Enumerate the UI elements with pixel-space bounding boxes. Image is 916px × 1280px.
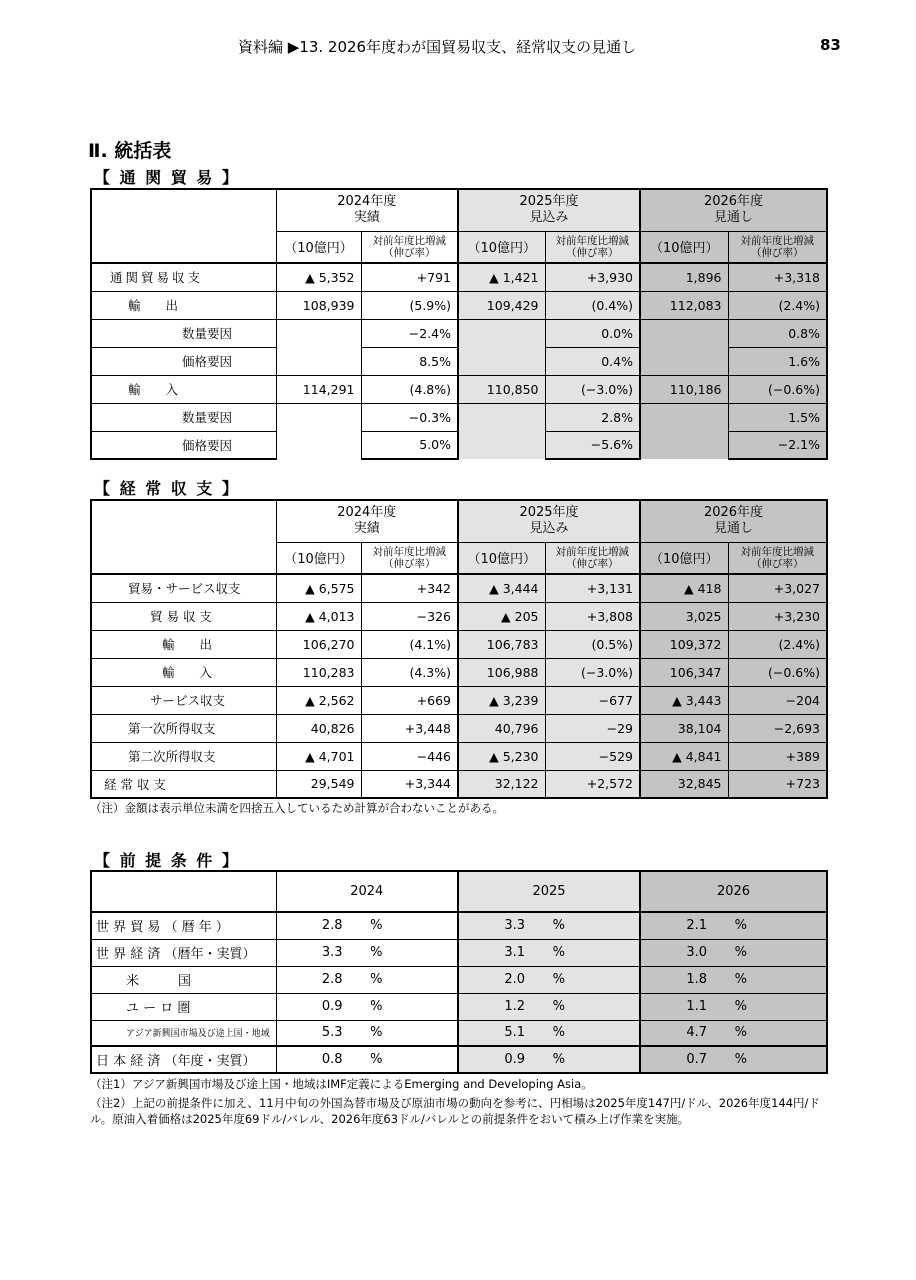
premise-value: 2.0 (504, 972, 525, 987)
premise-cell (640, 939, 827, 966)
percent-unit: % (734, 999, 747, 1014)
cell-value: (4.1%) (361, 630, 458, 658)
percent-unit: % (370, 945, 383, 960)
change-label-sub: （伸び率） (383, 246, 436, 259)
premise-cell (458, 966, 640, 993)
cell-value: 38,104 (640, 714, 728, 742)
cell-value (640, 431, 728, 459)
current-row (91, 686, 827, 714)
trade-row (91, 291, 827, 319)
premise-note-2: （注2）上記の前提条件に加え、11月中旬の外国為替市場及び原油市場の動向を参考に、円相場は2025年度147円/ドル、2026年度144円/ドル。原油入着価格は2025年度69ドル/バレル、2026年度63ドル/バレルとの前提条件をおいて積み上げ作業を実施。 (90, 1096, 820, 1126)
cell-value: (4.3%) (361, 658, 458, 686)
cell-value: +342 (361, 574, 458, 602)
year-sub: 実績 (353, 210, 380, 226)
year-label: 2026年度 (703, 505, 764, 521)
cell-value: 109,429 (458, 291, 545, 319)
cell-value: +3,448 (361, 714, 458, 742)
cell-value: 0.4% (545, 347, 640, 375)
unit-label: （10億円） (640, 231, 728, 263)
premise-cell (640, 1046, 827, 1073)
cell-value: ▲ 3,239 (458, 686, 545, 714)
cell-value: 110,186 (640, 375, 728, 403)
premise-cell (640, 993, 827, 1020)
trade-row (91, 403, 827, 431)
row-label: アジア新興国市場及び途上国・地域 (91, 1020, 276, 1046)
change-label-sub: （伸び率） (566, 557, 619, 570)
cell-value: +2,572 (545, 770, 640, 798)
premise-value: 3.3 (321, 945, 343, 960)
current-row (91, 714, 827, 742)
current-col-2025 (458, 500, 640, 542)
cell-value: 29,549 (276, 770, 361, 798)
premise-row (91, 939, 827, 966)
cell-value: ▲ 4,841 (640, 742, 728, 770)
cell-value: 40,826 (276, 714, 361, 742)
cell-value: 1.5% (728, 403, 827, 431)
unit-label: （10億円） (276, 231, 361, 263)
cell-value: 112,083 (640, 291, 728, 319)
cell-value: ▲ 5,230 (458, 742, 545, 770)
cell-value: ▲ 4,701 (276, 742, 361, 770)
year-sub: 見通し (713, 210, 753, 226)
change-label (361, 231, 458, 263)
cell-value: ▲ 3,444 (458, 574, 545, 602)
cell-value: 106,270 (276, 630, 361, 658)
percent-unit: % (734, 945, 747, 960)
premise-value: 0.9 (504, 1052, 525, 1067)
cell-value: ▲ 4,013 (276, 602, 361, 630)
change-label-text: 対前年度比増減 (372, 545, 446, 558)
premise-value: 0.7 (686, 1052, 707, 1067)
row-label: 輸 出 (91, 630, 276, 658)
current-row (91, 658, 827, 686)
page-header (0, 36, 916, 56)
cell-value: 106,988 (458, 658, 545, 686)
cell-value: ▲ 1,421 (458, 263, 545, 291)
change-label (361, 542, 458, 574)
cell-value: 2.8% (545, 403, 640, 431)
cell-value (276, 319, 361, 347)
cell-value: 8.5% (361, 347, 458, 375)
percent-unit: % (552, 918, 565, 934)
premise-row (91, 966, 827, 993)
trade-col-2025 (458, 189, 640, 231)
year-sub: 見込み (529, 210, 569, 226)
row-label: 輸 入 (91, 375, 276, 403)
row-label: 価格要因 (91, 347, 276, 375)
premise-year: 2025 (458, 871, 640, 912)
cell-value: −2,693 (728, 714, 827, 742)
current-row (91, 630, 827, 658)
cell-value: 106,347 (640, 658, 728, 686)
current-row (91, 742, 827, 770)
change-label (545, 231, 640, 263)
row-label: 通関貿易収支 (91, 263, 276, 291)
change-label-text: 対前年度比増減 (555, 234, 629, 247)
row-label: 価格要因 (91, 431, 276, 459)
percent-unit: % (734, 1025, 747, 1041)
cell-value: (2.4%) (728, 291, 827, 319)
premise-row (91, 993, 827, 1020)
cell-value (276, 431, 361, 459)
cell-value: (−0.6%) (728, 658, 827, 686)
cell-value: 32,845 (640, 770, 728, 798)
year-label: 2025年度 (519, 505, 579, 521)
cell-value: 109,372 (640, 630, 728, 658)
cell-value: +3,027 (728, 574, 827, 602)
premise-cell (276, 939, 458, 966)
cell-value: 0.8% (728, 319, 827, 347)
trade-table (90, 188, 828, 460)
year-label: 2025年度 (519, 194, 579, 210)
percent-unit: % (370, 1052, 383, 1067)
trade-row (91, 319, 827, 347)
change-label-sub: （伸び率） (566, 246, 619, 259)
premise-corner (91, 871, 276, 912)
cell-value (640, 403, 728, 431)
cell-value: −2.4% (361, 319, 458, 347)
cell-value: +3,808 (545, 602, 640, 630)
cell-value: +3,230 (728, 602, 827, 630)
year-sub: 見込み (529, 521, 569, 537)
percent-unit: % (552, 972, 565, 987)
row-label: 数量要因 (91, 319, 276, 347)
change-label-text: 対前年度比増減 (555, 545, 629, 558)
cell-value: +389 (728, 742, 827, 770)
cell-value: −529 (545, 742, 640, 770)
percent-unit: % (552, 999, 565, 1014)
cell-value (458, 403, 545, 431)
premise-note-1: （注1）アジア新興国市場及び途上国・地域はIMF定義によるEmerging and Developing Asia。 (90, 1077, 593, 1091)
row-label: 貿易・サービス収支 (91, 574, 276, 602)
trade-col-2024 (276, 189, 458, 231)
cell-value (458, 347, 545, 375)
premise-cell (276, 1020, 458, 1046)
row-label: 米 国 (91, 966, 276, 993)
current-col-2026 (640, 500, 827, 542)
percent-unit: % (552, 1025, 565, 1041)
cell-value: −204 (728, 686, 827, 714)
cell-value: 110,283 (276, 658, 361, 686)
cell-value: 40,796 (458, 714, 545, 742)
premise-value: 3.1 (504, 945, 525, 960)
cell-value: 32,122 (458, 770, 545, 798)
cell-value: −677 (545, 686, 640, 714)
cell-value: (−3.0%) (545, 375, 640, 403)
current-row (91, 770, 827, 798)
percent-unit: % (370, 1025, 383, 1041)
current-note: （注）金額は表示単位未満を四捨五入しているため計算が合わないことがある。 (90, 801, 504, 815)
row-label: ユ ー ロ 圏 (91, 993, 276, 1020)
cell-value: +3,131 (545, 574, 640, 602)
header-title: 資料編 ▶13. 2026年度わが国貿易収支、経常収支の見通し (238, 38, 637, 56)
cell-value: −5.6% (545, 431, 640, 459)
year-sub: 実績 (353, 521, 380, 537)
unit-label: （10億円） (640, 542, 728, 574)
cell-value: (0.5%) (545, 630, 640, 658)
current-row (91, 602, 827, 630)
row-label: 数量要因 (91, 403, 276, 431)
trade-row (91, 375, 827, 403)
unit-label: （10億円） (276, 542, 361, 574)
premise-value: 5.1 (504, 1025, 525, 1041)
cell-value: (2.4%) (728, 630, 827, 658)
premise-value: 2.1 (686, 918, 707, 934)
current-corner (91, 500, 276, 574)
cell-value: 106,783 (458, 630, 545, 658)
row-label: 経 常 収 支 (91, 770, 276, 798)
cell-value: 1.6% (728, 347, 827, 375)
cell-value (640, 347, 728, 375)
percent-unit: % (552, 945, 565, 960)
change-label-sub: （伸び率） (383, 557, 436, 570)
percent-unit: % (734, 972, 747, 987)
cell-value (458, 319, 545, 347)
change-label-sub: （伸び率） (751, 557, 804, 570)
section-title: Ⅱ. 統括表 (88, 140, 172, 162)
trade-corner (91, 189, 276, 263)
cell-value: (−3.0%) (545, 658, 640, 686)
trade-row (91, 263, 827, 291)
change-label-text: 対前年度比増減 (740, 234, 814, 247)
year-label: 2024年度 (337, 505, 397, 521)
change-label-text: 対前年度比増減 (372, 234, 446, 247)
trade-row (91, 347, 827, 375)
cell-value: ▲ 418 (640, 574, 728, 602)
premise-value: 1.1 (686, 999, 707, 1014)
cell-value: 1,896 (640, 263, 728, 291)
cell-value: 3,025 (640, 602, 728, 630)
cell-value: 5.0% (361, 431, 458, 459)
premise-table (90, 870, 828, 1074)
premise-value: 3.0 (686, 945, 707, 960)
cell-value: +723 (728, 770, 827, 798)
cell-value (276, 347, 361, 375)
premise-value: 0.9 (321, 999, 343, 1014)
change-label (728, 231, 827, 263)
premise-value: 1.8 (686, 972, 707, 987)
row-label: 日 本 経 済 （年度・実質） (91, 1046, 276, 1073)
percent-unit: % (552, 1052, 565, 1067)
cell-value: ▲ 2,562 (276, 686, 361, 714)
cell-value: ▲ 5,352 (276, 263, 361, 291)
change-label (728, 542, 827, 574)
cell-value: −446 (361, 742, 458, 770)
premise-year: 2024 (276, 871, 458, 912)
unit-label: （10億円） (458, 542, 545, 574)
percent-unit: % (734, 918, 747, 934)
cell-value: −0.3% (361, 403, 458, 431)
current-table (90, 499, 828, 799)
cell-value: 110,850 (458, 375, 545, 403)
premise-value: 5.3 (321, 1025, 343, 1041)
trade-row (91, 431, 827, 459)
premise-value: 0.8 (321, 1052, 343, 1067)
cell-value: −29 (545, 714, 640, 742)
cell-value: +669 (361, 686, 458, 714)
premise-value: 1.2 (504, 999, 525, 1014)
premise-cell (458, 1020, 640, 1046)
cell-value: 0.0% (545, 319, 640, 347)
change-label (545, 542, 640, 574)
premise-cell (276, 993, 458, 1020)
row-label: サービス収支 (91, 686, 276, 714)
unit-label: （10億円） (458, 231, 545, 263)
premise-title: 【 前 提 条 件 】 (94, 851, 240, 870)
premise-cell (640, 1020, 827, 1046)
premise-row (91, 912, 827, 939)
trade-col-2026 (640, 189, 827, 231)
cell-value: +3,318 (728, 263, 827, 291)
cell-value: ▲ 6,575 (276, 574, 361, 602)
row-label: 輸 出 (91, 291, 276, 319)
cell-value: +3,930 (545, 263, 640, 291)
trade-title: 【 通 関 貿 易 】 (94, 168, 240, 187)
premise-cell (458, 912, 640, 939)
cell-value: 108,939 (276, 291, 361, 319)
cell-value: ▲ 3,443 (640, 686, 728, 714)
cell-value: +3,344 (361, 770, 458, 798)
premise-cell (276, 966, 458, 993)
row-label: 第二次所得収支 (91, 742, 276, 770)
row-label: 世 界 貿 易 （ 暦 年 ） (91, 912, 276, 939)
year-label: 2026年度 (703, 194, 764, 210)
current-title: 【 経 常 収 支 】 (94, 479, 240, 498)
cell-value: (4.8%) (361, 375, 458, 403)
cell-value: +791 (361, 263, 458, 291)
premise-value: 2.8 (321, 918, 343, 934)
premise-cell (276, 1046, 458, 1073)
cell-value: (0.4%) (545, 291, 640, 319)
change-label-text: 対前年度比増減 (740, 545, 814, 558)
page-number: 83 (820, 36, 841, 54)
change-label-sub: （伸び率） (751, 246, 804, 259)
cell-value: (−0.6%) (728, 375, 827, 403)
current-col-2024 (276, 500, 458, 542)
premise-value: 4.7 (686, 1025, 707, 1041)
row-label: 貿 易 収 支 (91, 602, 276, 630)
percent-unit: % (734, 1052, 747, 1067)
row-label: 第一次所得収支 (91, 714, 276, 742)
premise-value: 2.8 (321, 972, 343, 987)
premise-cell (640, 966, 827, 993)
premise-cell (458, 993, 640, 1020)
cell-value: 114,291 (276, 375, 361, 403)
year-sub: 見通し (713, 521, 753, 537)
cell-value: −2.1% (728, 431, 827, 459)
premise-cell (640, 912, 827, 939)
percent-unit: % (370, 972, 383, 987)
premise-row (91, 1020, 827, 1046)
current-row (91, 574, 827, 602)
row-label: 世 界 経 済 （暦年・実質） (91, 939, 276, 966)
premise-cell (458, 939, 640, 966)
cell-value (458, 431, 545, 459)
cell-value: ▲ 205 (458, 602, 545, 630)
row-label: 輸 入 (91, 658, 276, 686)
cell-value: (5.9%) (361, 291, 458, 319)
cell-value: −326 (361, 602, 458, 630)
cell-value (640, 319, 728, 347)
premise-value: 3.3 (504, 918, 525, 934)
cell-value (276, 403, 361, 431)
percent-unit: % (370, 999, 383, 1014)
percent-unit: % (370, 918, 383, 934)
premise-cell (276, 912, 458, 939)
premise-row (91, 1046, 827, 1073)
premise-year: 2026 (640, 871, 827, 912)
premise-cell (458, 1046, 640, 1073)
year-label: 2024年度 (337, 194, 397, 210)
